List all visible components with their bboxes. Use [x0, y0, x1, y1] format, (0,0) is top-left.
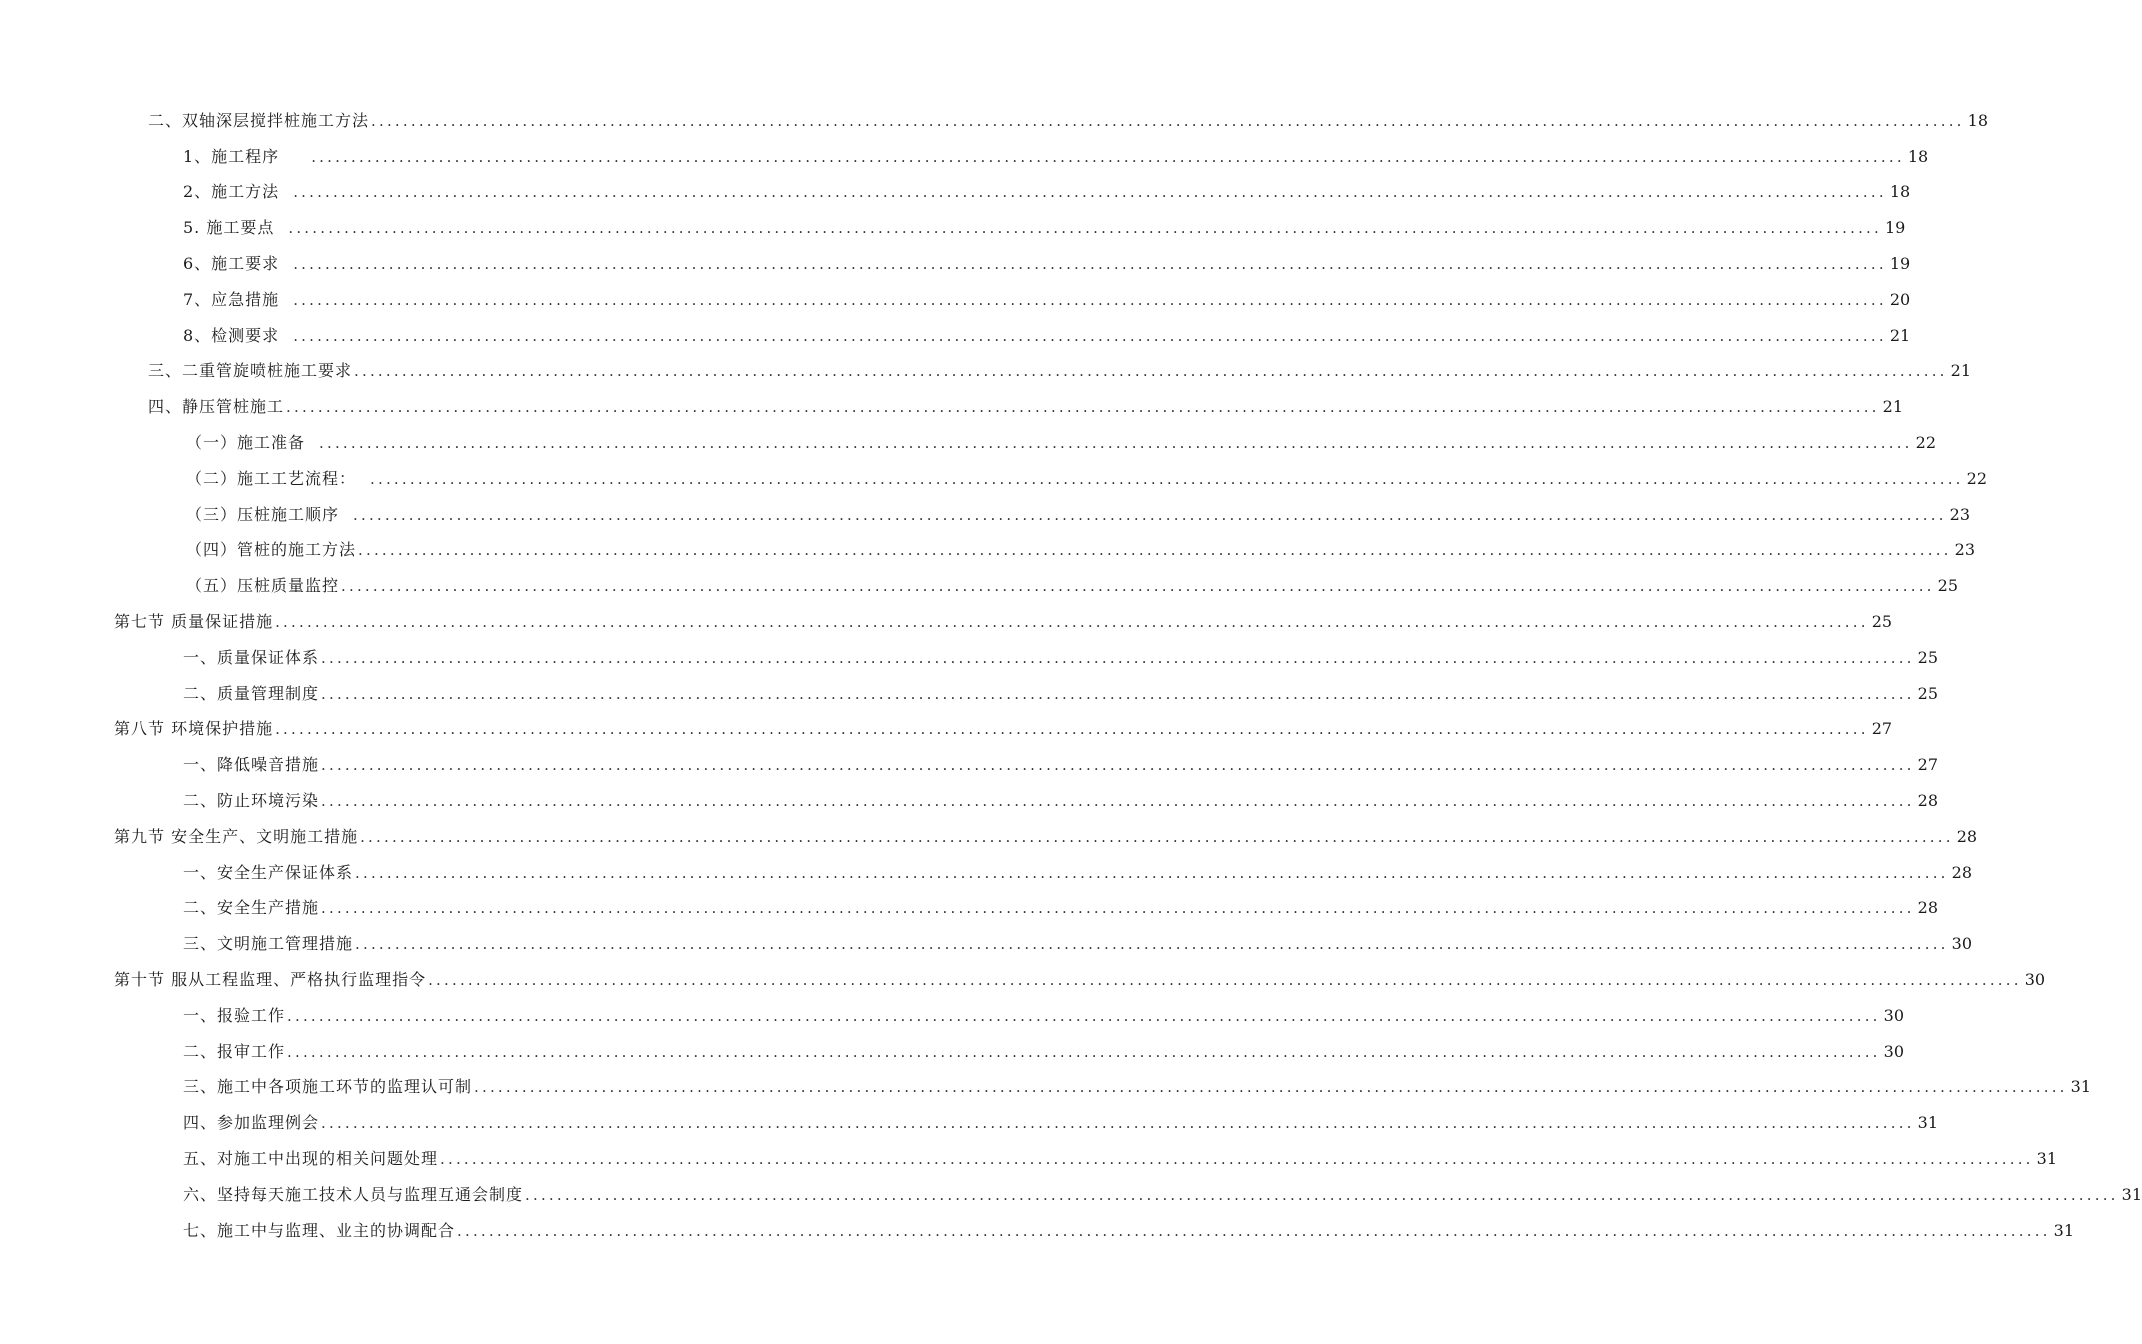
toc-entry-title: 6、施工要求	[183, 254, 280, 274]
toc-entry-page-number: 18	[1967, 110, 1988, 130]
toc-entry-title: 1、施工程序	[183, 146, 280, 166]
toc-entry[interactable]	[0, 175, 1911, 211]
toc-entry[interactable]	[0, 354, 1971, 390]
toc-entry-title: （一）施工准备	[186, 433, 306, 453]
toc-entry-page-number: 31	[2070, 1077, 2091, 1097]
toc-entry[interactable]	[0, 103, 1988, 139]
toc-entry[interactable]	[0, 425, 1936, 461]
toc-entry-title: 六、坚持每天施工技术人员与监理互通会制度	[183, 1184, 524, 1204]
toc-entry-page-number: 28	[1917, 898, 1938, 918]
table-of-contents	[0, 103, 2142, 1249]
toc-entry-title: 四、参加监理例会	[183, 1113, 320, 1133]
toc-entry-page-number: 28	[1951, 862, 1972, 882]
toc-entry[interactable]	[0, 783, 1938, 819]
toc-entry[interactable]	[0, 1141, 2057, 1177]
toc-entry-page-number: 27	[1917, 755, 1938, 775]
toc-dot-leader: ........................................................................................................................................................................................................	[321, 899, 1915, 918]
toc-dot-leader: ........................................................................................................................................................................................................	[321, 756, 1915, 775]
toc-entry-title: 三、文明施工管理措施	[183, 934, 354, 954]
toc-entry-title: 二、报审工作	[183, 1041, 286, 1061]
toc-entry[interactable]	[0, 891, 1938, 927]
toc-entry-page-number: 28	[1956, 826, 1978, 846]
toc-entry-title: 第八节 环境保护措施	[114, 719, 274, 739]
toc-dot-leader: ........................................................................................................................................................................................................	[525, 1185, 2119, 1204]
toc-entry-title: 三、二重管旋喷桩施工要求	[148, 361, 353, 381]
toc-entry[interactable]	[0, 282, 1911, 318]
toc-entry[interactable]	[0, 461, 1987, 497]
toc-entry-page-number: 30	[2024, 970, 2046, 990]
toc-entry-page-number: 31	[2053, 1220, 2074, 1240]
toc-entry-title: 三、施工中各项施工环节的监理认可制	[183, 1077, 473, 1097]
toc-dot-leader: ........................................................................................................................................................................................................	[371, 111, 1965, 130]
toc-entry[interactable]	[0, 497, 1970, 533]
toc-entry[interactable]	[0, 210, 1906, 246]
toc-entry-title: 8、检测要求	[183, 325, 280, 345]
toc-entry[interactable]	[0, 712, 1893, 748]
toc-entry-page-number: 22	[1966, 468, 1987, 488]
toc-entry-title: 七、施工中与监理、业主的协调配合	[183, 1220, 456, 1240]
toc-dot-leader: ........................................................................................................................................................................................................	[287, 1042, 1881, 1061]
toc-dot-leader: ........................................................................................................................................................................................................	[286, 398, 1880, 417]
toc-entry-page-number: 31	[1917, 1113, 1938, 1133]
toc-entry-page-number: 25	[1937, 576, 1958, 596]
toc-entry-page-number: 20	[1889, 289, 1911, 309]
toc-entry-page-number: 18	[1889, 182, 1911, 202]
toc-entry[interactable]	[0, 962, 2046, 998]
toc-entry[interactable]	[0, 855, 1972, 891]
toc-entry[interactable]	[0, 1105, 1938, 1141]
toc-dot-leader: ........................................................................................................................................................................................................	[287, 1006, 1881, 1025]
toc-dot-leader: ........................................................................................................................................................................................................	[354, 362, 1948, 381]
toc-entry-title: 7、应急措施	[183, 289, 280, 309]
toc-entry-title: 第九节 安全生产、文明施工措施	[114, 826, 359, 846]
toc-entry[interactable]	[0, 926, 1972, 962]
toc-entry[interactable]	[0, 389, 1903, 425]
toc-dot-leader: ........................................................................................................................................................................................................	[293, 290, 1887, 309]
toc-dot-leader: ........................................................................................................................................................................................................	[355, 863, 1949, 882]
toc-dot-leader: ........................................................................................................................................................................................................	[321, 684, 1915, 703]
toc-dot-leader: ........................................................................................................................................................................................................	[321, 1114, 1915, 1133]
toc-dot-leader: ........................................................................................................................................................................................................	[288, 219, 1882, 238]
toc-entry-page-number: 30	[1883, 1041, 1904, 1061]
toc-entry-title: 一、报验工作	[183, 1005, 286, 1025]
toc-entry-page-number: 23	[1949, 504, 1970, 524]
toc-entry-page-number: 22	[1915, 433, 1936, 453]
toc-entry[interactable]	[0, 747, 1938, 783]
toc-entry-page-number: 21	[1882, 397, 1903, 417]
toc-entry-page-number: 30	[1951, 934, 1972, 954]
toc-entry-title: 二、防止环境污染	[183, 791, 320, 811]
toc-dot-leader: ........................................................................................................................................................................................................	[293, 326, 1887, 345]
toc-entry-page-number: 18	[1907, 146, 1929, 166]
toc-entry[interactable]	[0, 533, 1975, 569]
toc-entry[interactable]	[0, 998, 1904, 1034]
toc-entry-title: 一、质量保证体系	[183, 647, 320, 667]
toc-dot-leader: ........................................................................................................................................................................................................	[321, 648, 1915, 667]
toc-entry-page-number: 19	[1889, 254, 1911, 274]
toc-dot-leader: ........................................................................................................................................................................................................	[321, 792, 1915, 811]
toc-entry-page-number: 25	[1871, 612, 1893, 632]
toc-entry[interactable]	[0, 604, 1893, 640]
toc-entry-page-number: 21	[1889, 325, 1911, 345]
toc-dot-leader: ........................................................................................................................................................................................................	[474, 1078, 2068, 1097]
toc-entry-page-number: 28	[1917, 791, 1938, 811]
toc-entry[interactable]	[0, 1177, 2142, 1213]
toc-entry[interactable]	[0, 568, 1958, 604]
toc-dot-leader: ........................................................................................................................................................................................................	[293, 255, 1887, 274]
toc-entry-title: 五、对施工中出现的相关问题处理	[183, 1149, 439, 1168]
toc-entry-title: 二、质量管理制度	[183, 683, 320, 703]
toc-entry-title: （五）压桩质量监控	[186, 576, 340, 596]
toc-entry-title: （二）施工工艺流程：	[186, 468, 357, 488]
toc-dot-leader: ........................................................................................................................................................................................................	[360, 827, 1954, 846]
toc-entry-title: 四、静压管桩施工	[148, 397, 285, 417]
toc-entry-page-number: 30	[1883, 1005, 1904, 1025]
toc-dot-leader: ........................................................................................................................................................................................................	[319, 434, 1913, 453]
toc-entry-title: 二、安全生产措施	[183, 898, 320, 918]
toc-entry-title: （四）管桩的施工方法	[186, 540, 357, 560]
toc-dot-leader: ........................................................................................................................................................................................................	[457, 1221, 2051, 1240]
toc-entry-page-number: 25	[1917, 647, 1938, 667]
toc-entry[interactable]	[0, 318, 1911, 354]
toc-entry[interactable]	[0, 640, 1938, 676]
toc-entry[interactable]	[0, 246, 1911, 282]
toc-dot-leader: ........................................................................................................................................................................................................	[275, 613, 1869, 632]
toc-entry-title: 5. 施工要点	[183, 218, 275, 238]
toc-entry[interactable]	[0, 1034, 1904, 1070]
toc-entry-page-number: 19	[1884, 218, 1906, 238]
toc-entry-page-number: 21	[1950, 361, 1971, 381]
toc-dot-leader: ........................................................................................................................................................................................................	[293, 183, 1887, 202]
toc-entry-page-number: 31	[2036, 1149, 2057, 1168]
toc-dot-leader: ........................................................................................................................................................................................................	[355, 935, 1949, 954]
toc-entry-page-number: 27	[1871, 719, 1893, 739]
toc-dot-leader: ........................................................................................................................................................................................................	[275, 720, 1869, 739]
toc-dot-leader: ........................................................................................................................................................................................................	[353, 505, 1947, 524]
toc-entry[interactable]	[0, 676, 1938, 712]
toc-dot-leader: ........................................................................................................................................................................................................	[440, 1150, 2034, 1168]
toc-entry-title: 2、施工方法	[183, 182, 280, 202]
toc-entry-title: 第十节 服从工程监理、严格执行监理指令	[114, 970, 427, 990]
toc-entry-title: 一、降低噪音措施	[183, 755, 320, 775]
toc-entry-title: （三）压桩施工顺序	[186, 504, 340, 524]
toc-entry-page-number: 23	[1954, 540, 1975, 560]
toc-entry[interactable]	[0, 819, 1978, 855]
toc-dot-leader: ........................................................................................................................................................................................................	[370, 469, 1964, 488]
toc-dot-leader: ........................................................................................................................................................................................................	[428, 971, 2022, 990]
toc-entry-page-number: 25	[1917, 683, 1938, 703]
toc-entry-title: 第七节 质量保证措施	[114, 612, 274, 632]
toc-entry-title: 一、安全生产保证体系	[183, 862, 354, 882]
toc-dot-leader: ........................................................................................................................................................................................................	[358, 541, 1952, 560]
toc-dot-leader: ........................................................................................................................................................................................................	[341, 577, 1935, 596]
toc-entry[interactable]	[0, 139, 1929, 175]
toc-dot-leader: ........................................................................................................................................................................................................	[311, 147, 1905, 166]
toc-entry-title: 二、双轴深层搅拌桩施工方法	[148, 110, 370, 130]
toc-entry[interactable]	[0, 1070, 2091, 1106]
toc-entry-page-number: 31	[2121, 1184, 2142, 1204]
toc-entry[interactable]	[0, 1213, 2074, 1249]
